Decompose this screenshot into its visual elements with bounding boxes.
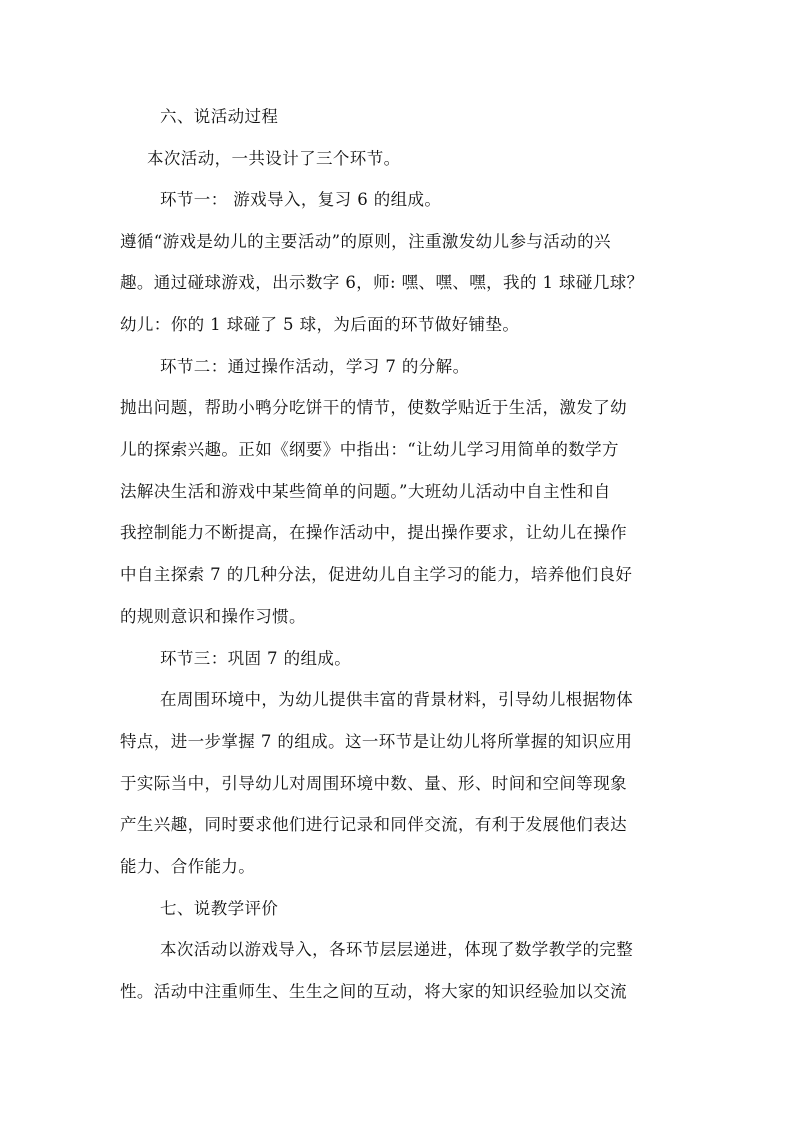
paragraph-line: 产生兴趣，同时要求他们进行记录和同伴交流，有利于发展他们表达 xyxy=(120,815,627,834)
paragraph-line: 的规则意识和操作习惯。 xyxy=(120,607,306,626)
paragraph-line: 能力、合作能力。 xyxy=(120,857,256,876)
paragraph-line: 性。活动中注重师生、生生之间的互动，将大家的知识经验加以交流 xyxy=(120,982,627,1001)
subheading-stage-three: 环节三：巩固 7 的组成。 xyxy=(160,649,352,668)
paragraph-line: 中自主探索 7 的几种分法，促进幼儿自主学习的能力，培养他们良好 xyxy=(120,565,633,584)
subheading-stage-two: 环节二：通过操作活动，学习 7 的分解。 xyxy=(160,357,470,376)
paragraph-line: 本次活动，一共设计了三个环节。 xyxy=(147,149,401,168)
paragraph-line: 幼儿：你的 1 球碰了 5 球，为后面的环节做好铺垫。 xyxy=(120,315,520,334)
paragraph-line: 儿的探索兴趣。正如《纲要》中指出：“让幼儿学习用简单的数学方 xyxy=(120,440,619,459)
paragraph-line: 在周围环境中，为幼儿提供丰富的背景材料，引导幼儿根据物体 xyxy=(160,690,634,709)
section-heading-evaluation: 七、说教学评价 xyxy=(160,899,279,918)
section-heading-process: 六、说活动过程 xyxy=(160,107,279,126)
subheading-stage-one: 环节一： 游戏导入，复习 6 的组成。 xyxy=(160,190,442,209)
paragraph-line: 我控制能力不断提高，在操作活动中，提出操作要求，让幼儿在操作 xyxy=(120,523,627,542)
paragraph-line: 本次活动以游戏导入，各环节层层递进，体现了数学教学的完整 xyxy=(160,940,634,959)
paragraph-line: 遵循“游戏是幼儿的主要活动”的原则，注重激发幼儿参与活动的兴 xyxy=(120,232,611,251)
paragraph-line: 特点，进一步掌握 7 的组成。这一环节是让幼儿将所掌握的知识应用 xyxy=(120,732,633,751)
paragraph-line: 抛出问题，帮助小鸭分吃饼干的情节，使数学贴近于生活，激发了幼 xyxy=(120,398,627,417)
paragraph-line: 于实际当中，引导幼儿对周围环境中数、量、形、时间和空间等现象 xyxy=(120,774,627,793)
paragraph-line: 法解决生活和游戏中某些简单的问题。”大班幼儿活动中自主性和自 xyxy=(120,482,611,501)
paragraph-line: 趣。通过碰球游戏，出示数字 6，师: 嘿、嘿、嘿，我的 1 球碰几球？ xyxy=(120,273,644,292)
